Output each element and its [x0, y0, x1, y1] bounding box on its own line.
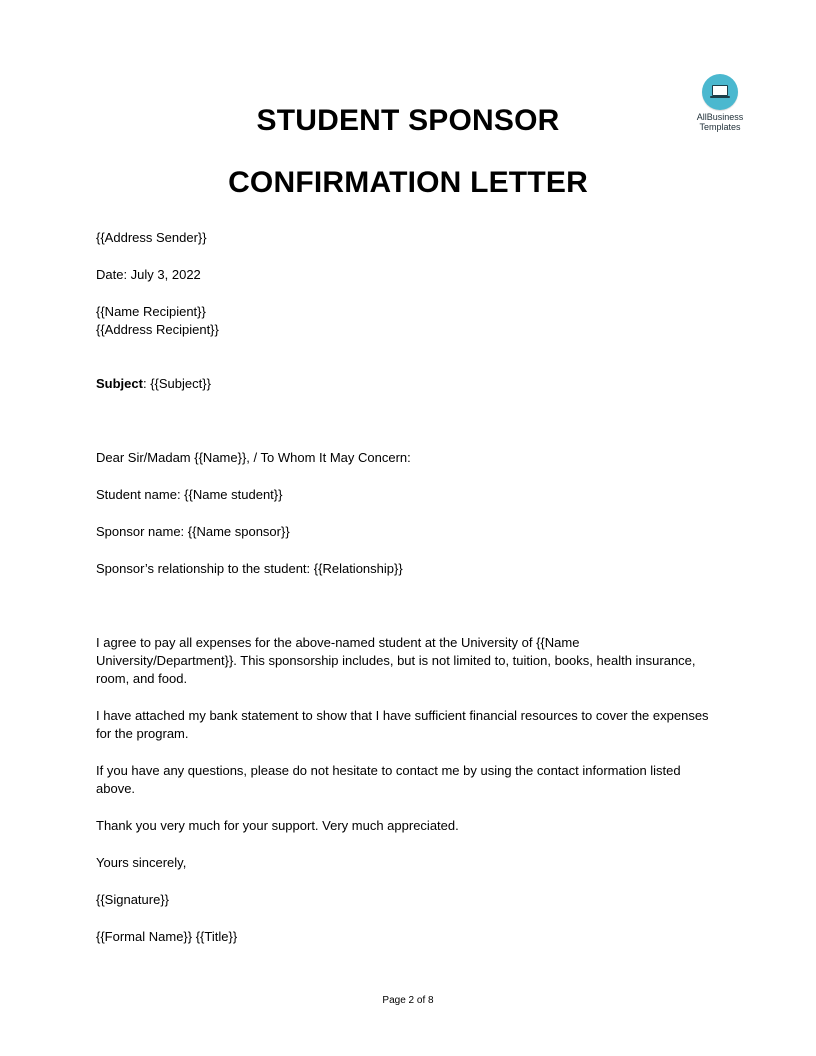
- address-sender: {{Address Sender}}: [96, 230, 207, 245]
- paragraph-expenses: I agree to pay all expenses for the above-named student at the University of {{Name University/Department}}. This sponsorship includes, but is not limited to, tuition, books, health insurance, room, and food.: [96, 635, 696, 686]
- signature: {{Signature}}: [96, 892, 170, 907]
- sponsor-name-line: Sponsor name: {{Name sponsor}}: [96, 524, 290, 539]
- closing: Yours sincerely,: [96, 855, 187, 870]
- paragraph-thanks: Thank you very much for your support. Very much appreciated.: [96, 818, 459, 833]
- salutation: Dear Sir/Madam {{Name}}, / To Whom It May Concern:: [96, 450, 411, 465]
- subject-label: Subject: [96, 376, 143, 391]
- address-recipient: {{Address Recipient}}: [96, 322, 219, 337]
- subject-value: : {{Subject}}: [142, 376, 211, 391]
- logo-text-line1: AllBusiness: [696, 112, 744, 122]
- date-line: Date: July 3, 2022: [96, 267, 201, 282]
- paragraph-bank-statement: I have attached my bank statement to show that I have sufficient financial resources to cover the expenses for the program.: [96, 708, 709, 741]
- name-recipient: {{Name Recipient}}: [96, 304, 206, 319]
- paragraph-questions: If you have any questions, please do not hesitate to contact me by using the contact information listed above.: [96, 763, 681, 796]
- logo-text-line2: Templates: [699, 122, 741, 132]
- title-line2: CONFIRMATION LETTER: [228, 166, 588, 199]
- student-name-line: Student name: {{Name student}}: [96, 487, 283, 502]
- laptop-icon: [710, 85, 730, 99]
- formal-name: {{Formal Name}} {{Title}}: [96, 929, 238, 944]
- page-footer: Page 2 of 8: [382, 995, 434, 1006]
- title-line1: STUDENT SPONSOR: [256, 104, 560, 137]
- subject-line: [96, 375, 716, 393]
- relationship-line: Sponsor’s relationship to the student: {{Relationship}}: [96, 561, 403, 576]
- letter-body: [96, 229, 716, 946]
